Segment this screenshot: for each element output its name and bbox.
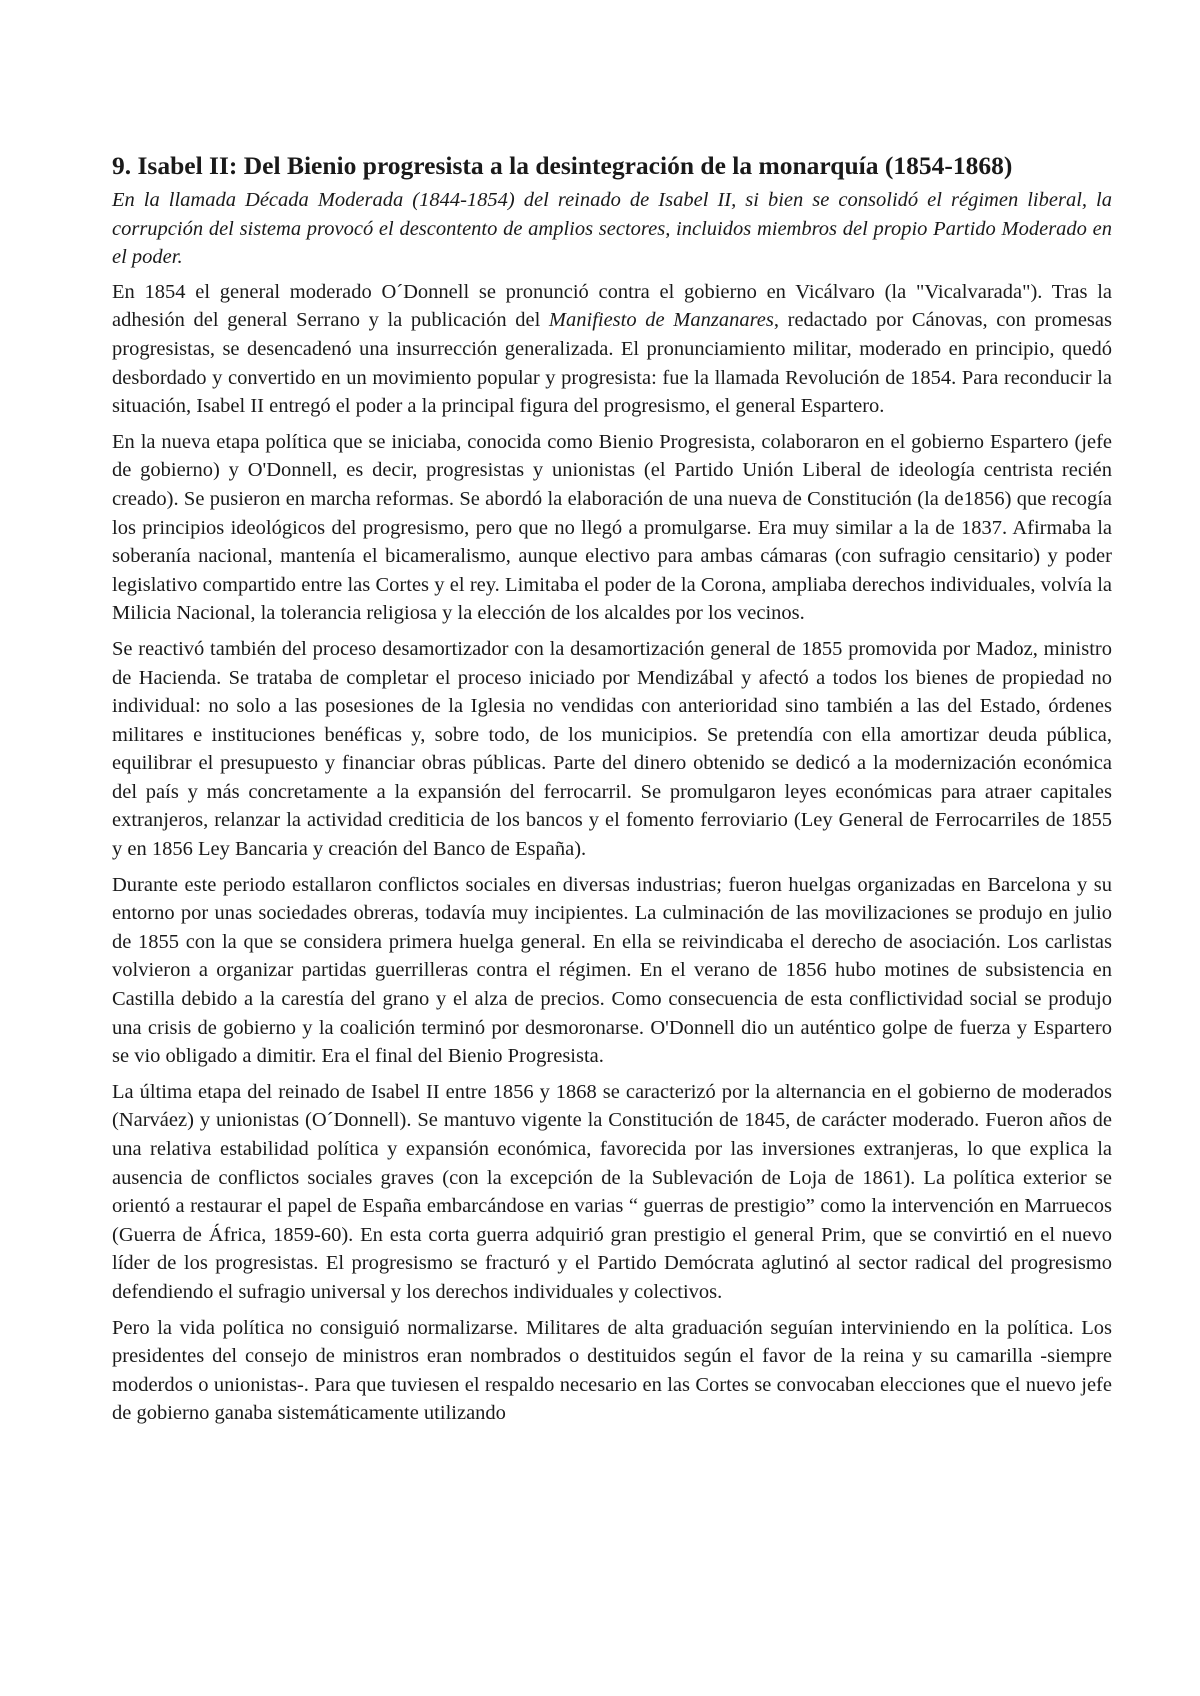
paragraph-6: Pero la vida política no consiguió normalizarse. Militares de alta graduación seguían interviniendo en la política. Los presidentes del consejo de ministros eran nombrados o destituidos según el favor de la reina y su camarilla -siempre moderdos o unionistas-. Para que tuviesen el respaldo necesario en las Cortes se convocaban elecciones que el nuevo jefe de gobierno ganaba sistemáticamente utilizando xyxy=(112,1316,1112,1425)
intro-paragraph: En la llamada Década Moderada (1844-1854) del reinado de Isabel II, si bien se consolidó el régimen liberal, la corrupción del sistema provocó el descontento de amplios sectores, incluidos miembros del propio Partido Moderado en el poder. xyxy=(112,189,1112,269)
manifesto-title: Manifiesto de Manzanares xyxy=(548,309,774,332)
paragraph-4: Durante este periodo estallaron conflictos sociales en diversas industrias; fueron huelgas organizadas en Barcelona y su entorno por unas sociedades obreras, todavía muy incipientes. La culminación de las movilizaciones se produjo en julio de 1855 con la que se considera primera huelga general. En ella se reivindicaba el derecho de asociación. Los carlistas volvieron a organizar partidas guerrilleras contra el régimen. En el verano de 1856 hubo motines de subsistencia en Castilla debido a la carestía del grano y el alza de precios. Como consecuencia de esta conflictividad social se produjo una crisis de gobierno y la coalición terminó por desmoronarse. O'Donnell dio un auténtico golpe de fuerza y Espartero se vio obligado a dimitir. Era el final del Bienio Progresista. xyxy=(112,873,1112,1068)
document-page xyxy=(112,150,1112,1435)
paragraph-1 xyxy=(112,278,1112,421)
paragraph-1-text-after: , redactado por Cánovas, con promesas progresistas, se desencadenó una insurrección generalizada. El pronunciamiento militar, moderado en principio, quedó desbordado y convertido en un movimiento popular y progresista: fue la llamada Revolución de 1854. Para reconducir la situación, Isabel II entregó el poder a la principal figura del progresismo, el general Espartero. xyxy=(112,309,1112,418)
paragraph-2: En la nueva etapa política que se iniciaba, conocida como Bienio Progresista, colaboraron en el gobierno Espartero (jefe de gobierno) y O'Donnell, es decir, progresistas y unionistas (el Partido Unión Liberal de ideología centrista recién creado). Se pusieron en marcha reformas. Se abordó la elaboración de una nueva de Constitución (la de1856) que recogía los principios ideológicos del progresismo, pero que no llegó a promulgarse. Era muy similar a la de 1837. Afirmaba la soberanía nacional, mantenía el bicameralismo, aunque electivo para ambas cámaras (con sufragio censitario) y poder legislativo compartido entre las Cortes y el rey. Limitaba el poder de la Corona, ampliaba derechos individuales, volvía la Milicia Nacional, la tolerancia religiosa y la elección de los alcaldes por los vecinos. xyxy=(112,430,1112,625)
paragraph-1-text-before: En 1854 el general moderado O´Donnell se pronunció contra el gobierno en Vicálvaro (la "Vicalvarada"). Tras la adhesión del general Serrano y la publicación del xyxy=(112,280,1112,332)
paragraph-5: La última etapa del reinado de Isabel II entre 1856 y 1868 se caracterizó por la alternancia en el gobierno de moderados (Narváez) y unionistas (O´Donnell). Se mantuvo vigente la Constitución de 1845, de carácter moderado. Fueron años de una relativa estabilidad política y expansión económica, favorecida por las inversiones extranjeras, lo que explica la ausencia de conflictos sociales graves (con la excepción de la Sublevación de Loja de 1861). La política exterior se orientó a restaurar el papel de España embarcándose en varias “ guerras de prestigio” como la intervención en Marruecos (Guerra de África, 1859-60). En esta corta guerra adquirió gran prestigio el general Prim, que se convirtió en el nuevo líder de los progresistas. El progresismo se fracturó y el Partido Demócrata aglutinó al sector radical del progresismo defendiendo el sufragio universal y los derechos individuales y colectivos. xyxy=(112,1080,1112,1303)
paragraph-3: Se reactivó también del proceso desamortizador con la desamortización general de 1855 promovida por Madoz, ministro de Hacienda. Se trataba de completar el proceso iniciado por Mendizábal y afectó a todos los bienes de propiedad no individual: no solo a las posesiones de la Iglesia no vendidas con anterioridad sino también a las del Estado, órdenes militares e instituciones benéficas y, sobre todo, de los municipios. Se pretendía con ella amortizar deuda pública, equilibrar el presupuesto y financiar obras públicas. Parte del dinero obtenido se dedicó a la modernización económica del país y más concretamente a la expansión del ferrocarril. Se promulgaron leyes económicas para atraer capitales extranjeros, relanzar la actividad crediticia de los bancos y el fomento ferroviario (Ley General de Ferrocarriles de 1855 y en 1856 Ley Bancaria y creación del Banco de España). xyxy=(112,637,1112,861)
document-title: 9. Isabel II: Del Bienio progresista a la desintegración de la monarquía (1854-1868) xyxy=(112,151,1013,180)
